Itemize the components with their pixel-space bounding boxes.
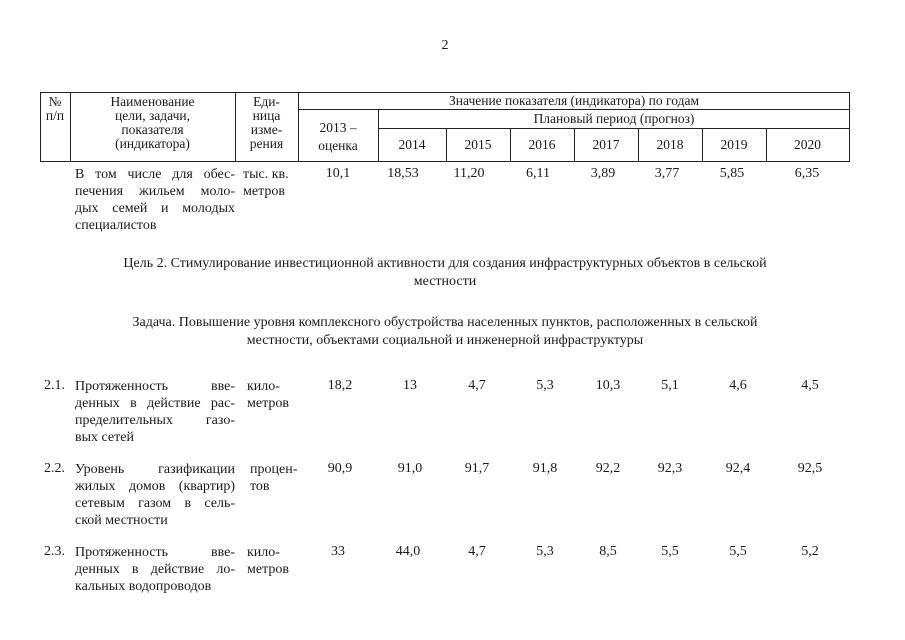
value-2016: 91,8 [532, 461, 558, 476]
header-col-2013: 2013 – оценка [318, 120, 358, 153]
value-2014: 44,0 [395, 544, 421, 559]
header-year-2016: 2016 [528, 137, 556, 152]
row-name: Уровень газификации жилых домов (квартир) сетевым газом в сель- ской местности [75, 462, 235, 528]
value-2017: 92,2 [595, 461, 621, 476]
value-2020: 4,5 [801, 378, 819, 393]
value-2017: 3,89 [590, 166, 616, 181]
header-col-unit: Еди- ница изме- рения [249, 94, 284, 151]
value-2019: 5,5 [729, 544, 747, 559]
value-2017: 8,5 [599, 544, 617, 559]
page-number: 2 [441, 38, 449, 53]
value-2016: 6,11 [526, 166, 550, 181]
row-unit: процен- тов [250, 462, 298, 494]
row-name: В том числе для обес- печения жильем моло- дых семей и молодых специалистов [75, 167, 235, 233]
row-number: 2.3. [44, 544, 65, 559]
value-2016: 5,3 [536, 378, 554, 393]
value-2013: 90,9 [327, 461, 353, 476]
value-2018: 5,1 [661, 378, 679, 393]
row-unit: кило- метров [247, 379, 289, 411]
value-2014: 18,53 [387, 166, 419, 181]
value-2017: 10,3 [595, 378, 621, 393]
header-col-num: № п/п [45, 94, 65, 123]
row-unit: кило- метров [247, 545, 289, 577]
value-2013: 18,2 [327, 378, 353, 393]
row-number: 2.2. [44, 461, 65, 476]
value-2013: 33 [331, 544, 345, 559]
value-2018: 3,77 [654, 166, 680, 181]
value-2015: 91,7 [464, 461, 490, 476]
header-year-2014: 2014 [398, 137, 426, 152]
row-unit: тыс. кв. метров [243, 167, 289, 199]
value-2019: 4,6 [729, 378, 747, 393]
value-2020: 6,35 [794, 166, 820, 181]
value-2014: 13 [403, 378, 417, 393]
row-number: 2.1. [44, 378, 65, 393]
header-year-2018: 2018 [656, 137, 684, 152]
header-year-2017: 2017 [592, 137, 620, 152]
value-2013: 10,1 [325, 166, 351, 181]
value-2015: 4,7 [468, 378, 486, 393]
value-2015: 11,20 [453, 166, 485, 181]
value-2015: 4,7 [468, 544, 486, 559]
table-header [40, 92, 850, 162]
value-2019: 92,4 [725, 461, 751, 476]
task-heading: Задача. Повышение уровня комплексного обустройства населенных пунктов, расположенных в сельской местности, объектами социальной и инженерной инфраструктуры [132, 315, 758, 348]
header-year-2020: 2020 [794, 137, 821, 152]
header-col-name: Наименование цели, задачи, показателя (индикатора) [110, 94, 195, 151]
value-2020: 92,5 [797, 461, 823, 476]
value-2014: 91,0 [397, 461, 423, 476]
header-year-2019: 2019 [720, 137, 748, 152]
header-year-2015: 2015 [464, 137, 492, 152]
goal-heading: Цель 2. Стимулирование инвестиционной активности для создания инфраструктурных объектов в сельской местности [123, 256, 767, 289]
value-2020: 5,2 [801, 544, 819, 559]
value-2016: 5,3 [536, 544, 554, 559]
header-plan: Плановый период (прогноз) [533, 111, 695, 126]
row-name: Протяженность вве- денных в действие рас- пределительных газо- вых сетей [75, 379, 235, 445]
value-2019: 5,85 [719, 166, 745, 181]
value-2018: 5,5 [661, 544, 679, 559]
header-values: Значение показателя (индикатора) по годам [449, 93, 699, 108]
row-name: Протяженность вве- денных в действие ло- кальных водопроводов [75, 545, 235, 594]
value-2018: 92,3 [657, 461, 683, 476]
